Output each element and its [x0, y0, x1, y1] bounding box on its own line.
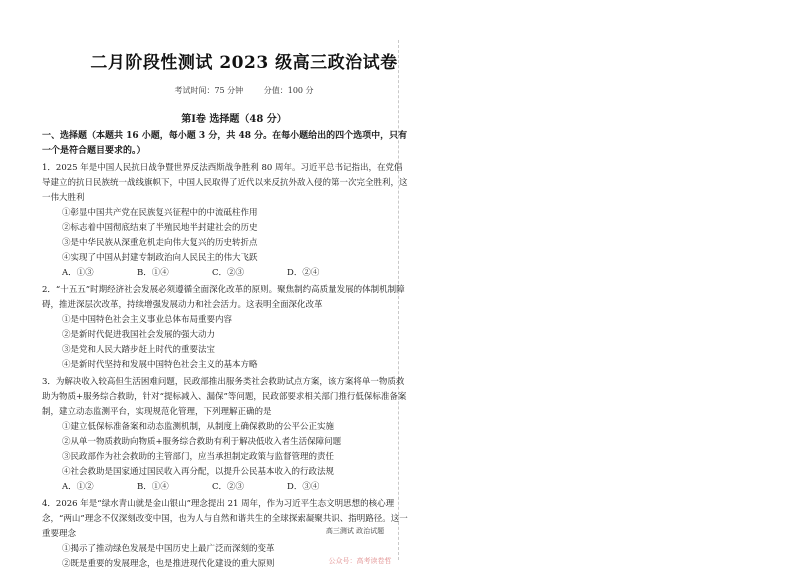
choice-c: C．②③ — [212, 482, 245, 492]
question-option: ③是党和人民大踏步赶上时代的重要法宝 — [62, 345, 216, 355]
choice-a: A．①② — [62, 482, 94, 492]
question-option: ②是新时代促进我国社会发展的强大动力 — [62, 330, 216, 340]
section-title: 第Ⅰ卷 选择题（48 分） — [181, 114, 287, 125]
question-stem: 3．为解决收入较高但生活困难问题，民政部推出服务类社会救助试点方案，该方案将单一物质救助为物质+服务综合救助，针对“提标减入、漏保”等问题，民政部要求相关部门推行低保标准备案制，建立动态监测平台，实现规范化管理，下列理解正确的是 — [42, 377, 407, 417]
question-stem: 4．2026 年是“绿水青山就是金山银山”理念提出 21 周年，作为习近平生态文明思想的核心理念，“两山”理念不仅深刻改变中国，也为人与自然和谐共生的全球探索凝聚共识、指明路径。这一重要理念 — [42, 499, 408, 539]
question-option: ②从单一物质救助向物质+服务综合救助有利于解决低收入者生活保障问题 — [62, 437, 342, 447]
question-option: ②既是重要的发展理念，也是推进现代化建设的重大原则 — [62, 559, 275, 569]
choice-b: B．①④ — [137, 268, 169, 278]
question-stem: 1．2025 年是中国人民抗日战争暨世界反法西斯战争胜利 80 周年。习近平总书记指出，在党倡导建立的抗日民族统一战线旗帜下，中国人民取得了近代以来反抗外敌入侵的第一次完全胜利，这一伟大胜利 — [42, 163, 408, 203]
question-option: ①建立低保标准备案和动态监测机制，从制度上确保救助的公平公正实施 — [62, 422, 335, 432]
watermark: 公众号：高考读卷哲 — [328, 557, 392, 565]
exam-title: 二月阶段性测试 2023 级高三政治试卷 — [90, 53, 398, 73]
question-option: ④是新时代坚持和发展中国特色社会主义的基本方略 — [62, 360, 258, 370]
choice-d: D．③④ — [287, 482, 320, 492]
question-2 — [42, 283, 410, 373]
question-option: ②标志着中国彻底结束了半殖民地半封建社会的历史 — [62, 223, 258, 233]
answer-choices — [62, 266, 362, 281]
question-stem: 2．“十五五”时期经济社会发展必须遵循全面深化改革的原则。聚焦制约高质量发展的体制机制障碍，推进深层次改革，持续增强发展动力和社会活力。这表明全面深化改革 — [42, 285, 405, 310]
exam-time: 考试时间：75 分钟 — [174, 86, 244, 95]
choice-a: A．①③ — [62, 268, 94, 278]
question-1 — [42, 161, 410, 281]
exam-score: 分值：100 分 — [263, 86, 314, 95]
question-option: ③民政部作为社会救助的主管部门，应当承担制定政策与监督管理的责任 — [62, 452, 335, 462]
question-option: ①揭示了推动绿色发展是中国历史上最广泛而深刻的变革 — [62, 544, 275, 554]
choice-b: B．①④ — [137, 482, 169, 492]
question-option: ①是中国特色社会主义事业总体布局重要内容 — [62, 315, 233, 325]
answer-choices — [62, 480, 362, 495]
choice-d: D．②④ — [287, 268, 320, 278]
page-footer: 高三测试 政治试题 — [325, 527, 385, 535]
exam-meta — [90, 85, 398, 96]
question-3 — [42, 375, 410, 495]
choice-c: C．②③ — [212, 268, 245, 278]
section-instructions: 一、选择题（本题共 16 小题，每小题 3 分，共 48 分。在每小题给出的四个选项中，只有一个是符合题目要求的。） — [42, 131, 408, 156]
question-option: ④实现了中国从封建专制政治向人民民主的伟大飞跃 — [62, 253, 258, 263]
left-column — [30, 42, 408, 572]
question-option: ①彰显中国共产党在民族复兴征程中的中流砥柱作用 — [62, 208, 258, 218]
question-option: ③是中华民族从深重危机走向伟大复兴的历史转折点 — [62, 238, 258, 248]
question-option: ④社会救助是国家通过国民收入再分配，以提升公民基本收入的行政法规 — [62, 467, 335, 477]
